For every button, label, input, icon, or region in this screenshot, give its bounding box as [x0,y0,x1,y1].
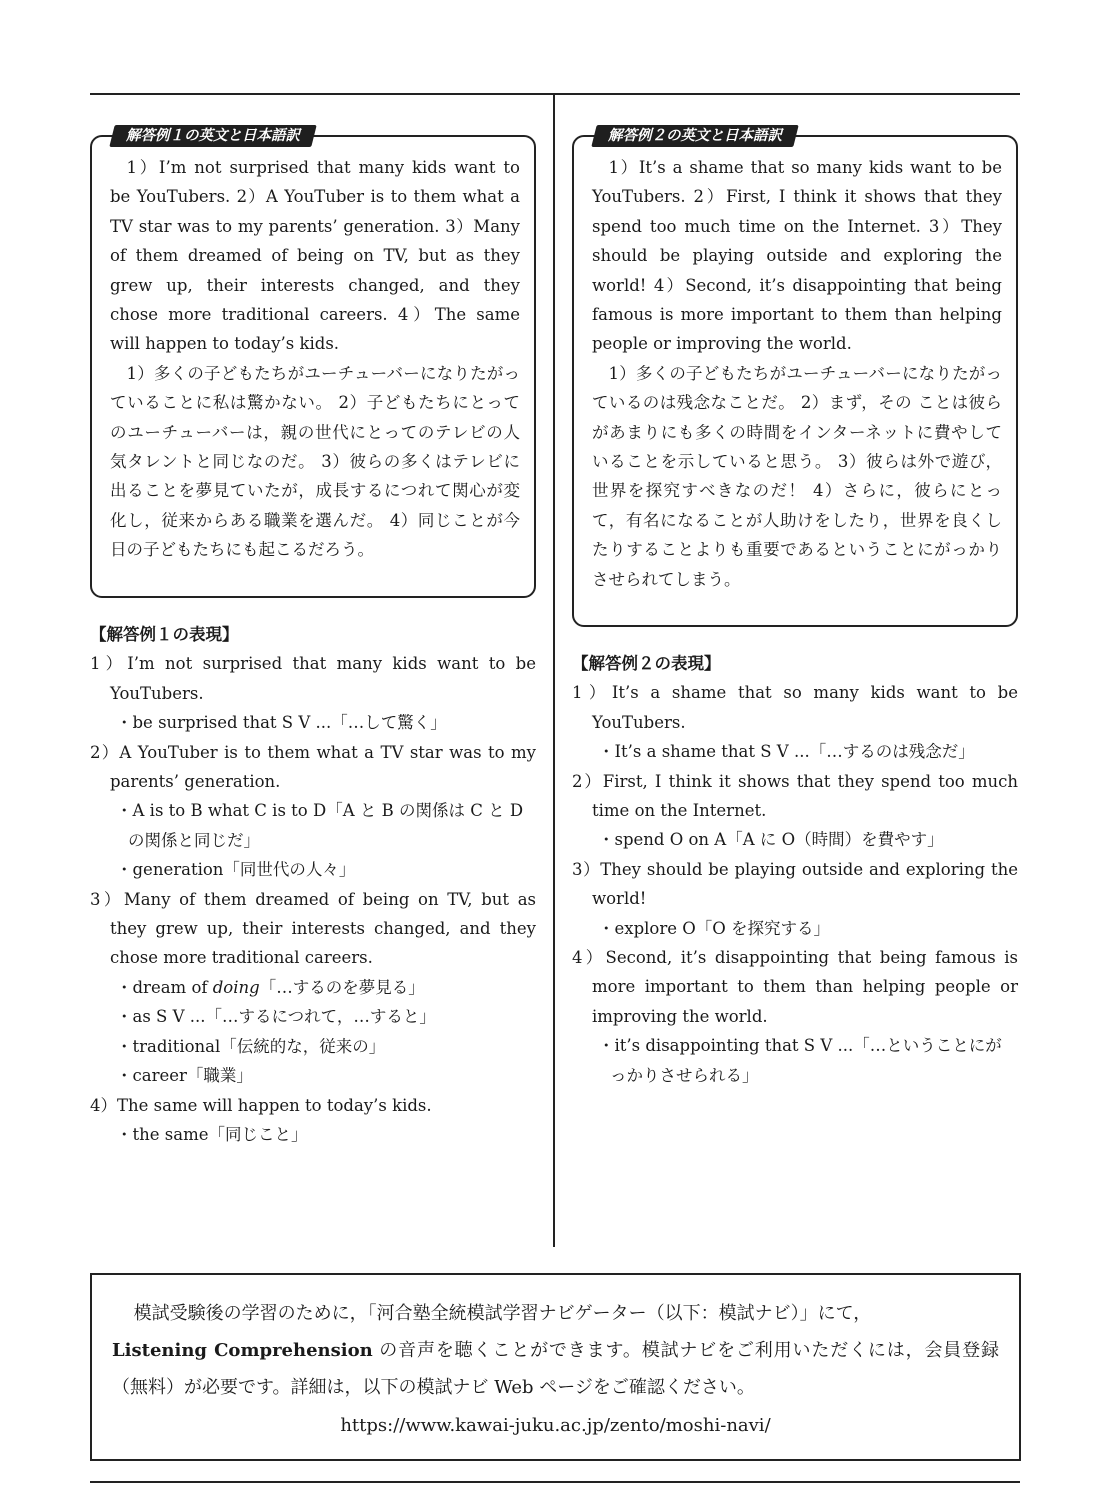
expr1-item-3: 3）Many of them dreamed of being on TV, but as they grew up, their interests changed, and they chose more traditional careers. [90,889,536,968]
answer1-box-label: 解答例１の英文と日本語訳 [109,125,316,147]
expr2-item-1: 1）It’s a shame that so many kids want to be YouTubers. [572,683,1018,732]
expr2-item-3: 3）They should be playing outside and exploring the world! [572,859,1018,909]
answer1-english: 1）I’m not surprised that many kids want to be YouTubers. 2）A YouTuber is to them what a TV star was to my parents’ generation. 3）Many of them dreamed of being on TV, but as they grew up, their interests changed, and they chose more traditional careers. 4）The same will happen to today’s kids. [110,158,520,354]
expr1-note-3d: ・career「職業」 [116,1066,253,1086]
expr2-note-4: ・it’s disappointing that S V ...「…ということにがっかりさせられる」 [598,1036,1002,1085]
note-text: 模試受験後の学習のために，「河合塾全統模試学習ナビゲーター（以下：模試ナビ）」にて， Listening Comprehension の音声を聴くことができます。模試ナビをご利用いただくには，会員登録（無料）が必要です。詳細は，以下の模試ナビ Web ページをご確認ください。 [112,1303,999,1398]
expr1-note-1: ・be surprised that S V ...「…して驚く」 [116,713,447,733]
answer1-japanese: 1）多くの子どもたちがユーチューバーになりたがっていることに私は驚かない。 2）子どもたちにとってのユーチューバーは，親の世代にとってのテレビの人気タレントと同じなのだ。 3）彼らの多くはテレビに出ることを夢見ていたが，成長するにつれて関心が変化し，従来からある職業を選んだ。 4）同じことが今日の子どもたちにも起こるだろう。 [110,363,520,560]
expr2-item-2: 2）First, I think it shows that they spend too much time on the Internet. [572,771,1018,821]
expressions1-title: 【解答例１の表現】 [90,625,239,644]
answer1-box [90,128,536,598]
expr1-item-2: 2）A YouTuber is to them what a TV star was to my parents’ generation. [90,742,536,792]
expr1-note-3a: ・dream of doing「…するのを夢見る」 [116,977,425,997]
expr2-note-2: ・spend O on A「A に O（時間）を費やす」 [598,830,944,850]
expr1-note-3c: ・traditional「伝統的な，従来の」 [116,1036,386,1056]
answer2-box [572,128,1018,627]
listening-note-box [90,1273,1021,1461]
column-divider [553,95,555,1247]
expr1-note-4: ・the same「同じこと」 [116,1124,308,1144]
expr1-note-2a: ・A is to B what C is to D「A と B の関係は C と D の関係と同じだ」 [116,801,524,850]
answer2-box-label: 解答例２の英文と日本語訳 [591,125,798,147]
expr2-note-1: ・It’s a shame that S V ...「…するのは残念だ」 [598,742,975,762]
answer2-japanese: 1）多くの子どもたちがユーチューバーになりたがっているのは残念なことだ。 2）まず，その ことは彼らがあまりにも多くの時間をインターネットに費やしていることを示していると思う。 3）彼らは外で遊び，世界を探究すべきなのだ！ 4）さらに，彼らにとって，有名になることが人助けをしたり，世界を良くしたりすることよりも重要であるということにがっかりさせられてしまう。 [592,363,1002,589]
expressions2-section [572,649,1018,1090]
note-bold-term: Listening Comprehension [112,1340,373,1361]
expr1-note-3b: ・as S V ...「…するにつれて，…すると」 [116,1007,436,1027]
bottom-rule [90,1481,1020,1483]
top-rule [90,93,1020,95]
answer2-english: 1）It’s a shame that so many kids want to be YouTubers. 2）First, I think it shows that they spend too much time on the Internet. 3）They should be playing outside and exploring the world! 4）Second, it’s disappointing that being famous is more important to them than helping people or improving the world. [592,158,1002,354]
moshi-navi-url-link[interactable]: https://www.kawai-juku.ac.jp/zento/moshi-navi/ [340,1415,771,1436]
expr2-item-4: 4）Second, it’s disappointing that being famous is more important to them than helping people or improving the world. [572,948,1018,1026]
expressions2-title: 【解答例２の表現】 [572,654,721,673]
expr1-item-1: 1）I’m not surprised that many kids want to be YouTubers. [90,654,536,703]
expr1-item-4: 4）The same will happen to today’s kids. [90,1095,432,1115]
expr2-note-3: ・explore O「O を探究する」 [598,918,831,938]
expr1-note-2b: ・generation「同世代の人々」 [116,860,356,880]
expressions1-section [90,620,536,1149]
